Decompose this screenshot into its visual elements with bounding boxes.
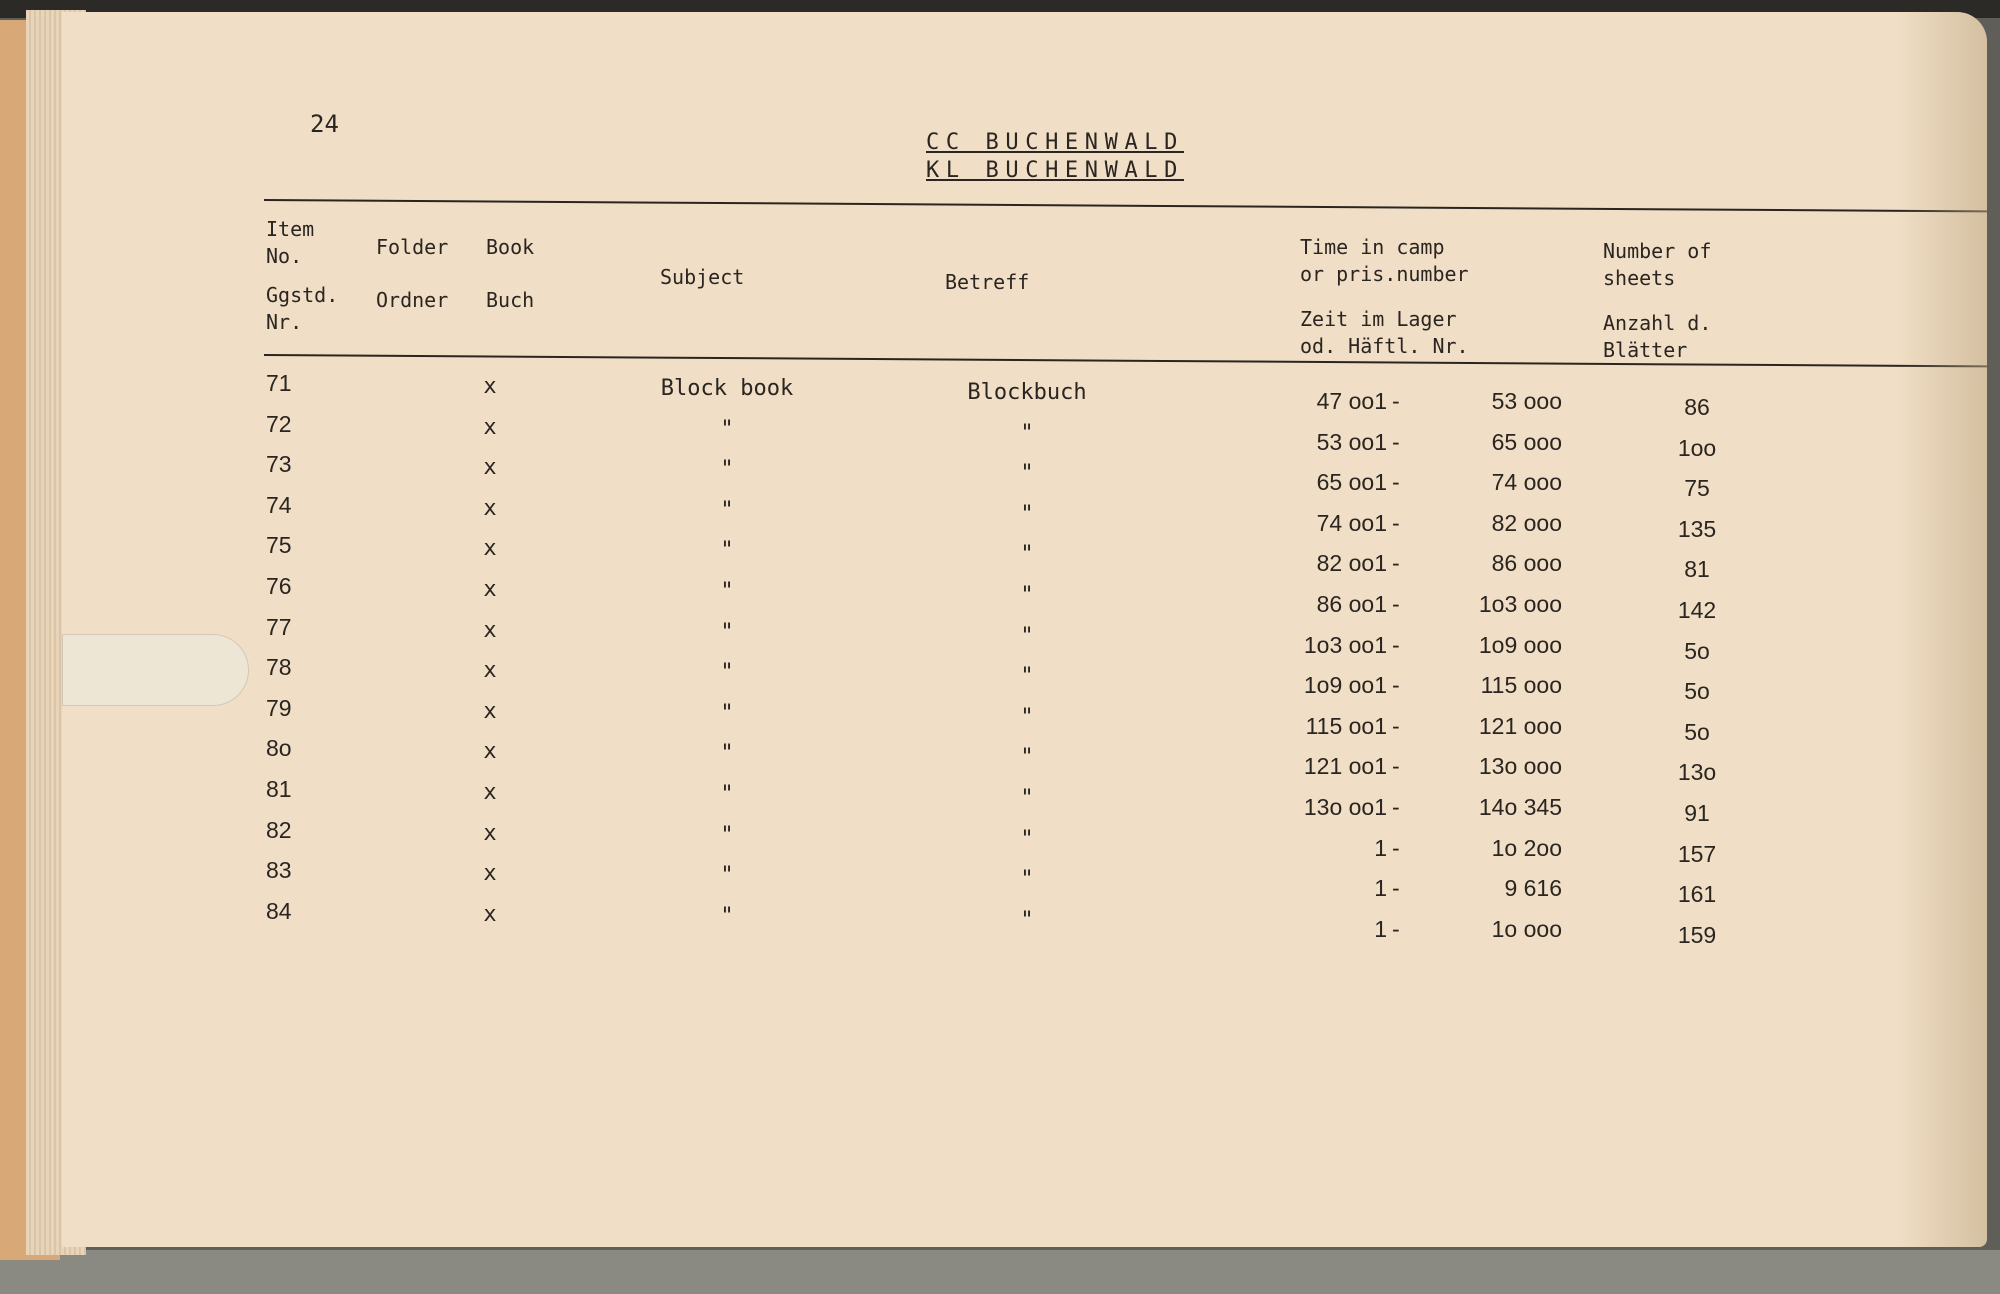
range-dash: - [1392, 388, 1400, 414]
range-dash: - [1392, 509, 1400, 536]
header-subject: Subject [660, 265, 745, 289]
row-range-to: 14o 345 [1478, 794, 1562, 820]
row-betreff: " [1020, 867, 1034, 893]
row-sheets: 161 [1677, 881, 1717, 908]
range-dash: - [1392, 631, 1400, 658]
row-sheets: 5o [1684, 637, 1710, 664]
row-subject: " [720, 497, 734, 523]
row-sheets: 5o [1684, 678, 1710, 705]
range-dash: - [1392, 550, 1400, 577]
row-subject: " [720, 782, 734, 807]
row-subject: " [720, 538, 734, 564]
row-item: 71 [266, 370, 292, 396]
row-subject: Block book [660, 376, 794, 401]
range-dash: - [1392, 712, 1400, 739]
row-range-from: 121 oo1 [1303, 753, 1387, 780]
row-item: 73 [266, 451, 292, 478]
row-betreff: " [1020, 907, 1034, 933]
row-range-from: 1 [1374, 875, 1387, 902]
row-betreff: " [1020, 501, 1034, 527]
row-sheets: 86 [1684, 394, 1710, 420]
row-sheets: 75 [1684, 475, 1710, 502]
header-bottom-rule [264, 354, 1987, 368]
row-range-from: 74 oo1 [1316, 509, 1387, 536]
row-range-from: 65 oo1 [1316, 469, 1387, 496]
row-betreff: " [1020, 583, 1034, 608]
row-betreff: " [1020, 704, 1034, 730]
range-dash: - [1392, 672, 1400, 699]
row-item: 77 [266, 613, 292, 640]
row-subject: " [720, 579, 734, 604]
document-page [62, 12, 1987, 1247]
header-book-en: Book [486, 235, 535, 259]
row-range-from: 82 oo1 [1316, 550, 1387, 577]
row-item: 76 [266, 573, 292, 599]
row-book: x [483, 414, 497, 440]
header-folder-en: Folder [376, 235, 449, 259]
row-betreff: " [1020, 420, 1034, 446]
row-range-to: 1o9 ooo [1478, 631, 1562, 658]
row-range-from: 1o9 oo1 [1303, 672, 1387, 699]
row-item: 78 [266, 654, 292, 681]
header-top-rule [264, 199, 1987, 213]
row-range-from: 47 oo1 [1316, 388, 1387, 414]
row-item: 84 [266, 897, 292, 924]
row-sheets: 135 [1677, 515, 1717, 542]
scan-bottom-edge [0, 1250, 2000, 1294]
row-betreff: " [1020, 826, 1034, 852]
row-range-to: 115 ooo [1480, 672, 1562, 699]
row-item: 79 [266, 694, 292, 721]
row-range-to: 1o ooo [1491, 915, 1562, 942]
range-dash: - [1392, 794, 1400, 820]
row-subject: " [720, 619, 734, 645]
range-dash: - [1392, 591, 1400, 617]
range-dash: - [1392, 915, 1400, 942]
row-subject: " [720, 457, 734, 483]
row-item: 83 [266, 857, 292, 884]
row-sheets: 91 [1684, 800, 1710, 826]
range-dash: - [1392, 753, 1400, 780]
title-english: CC BUCHENWALD [926, 130, 1184, 155]
row-betreff: " [1020, 664, 1034, 690]
title-german: KL BUCHENWALD [926, 158, 1184, 183]
row-subject: " [720, 700, 734, 726]
row-range-to: 86 ooo [1491, 550, 1562, 577]
range-dash: - [1392, 875, 1400, 902]
row-range-from: 1 [1374, 915, 1387, 942]
row-item: 72 [266, 410, 292, 437]
row-subject: " [720, 660, 734, 686]
row-range-to: 121 ooo [1478, 712, 1562, 739]
row-book: x [483, 455, 497, 481]
row-book: x [483, 617, 497, 643]
row-book: x [483, 536, 497, 562]
row-book: x [483, 780, 497, 805]
row-item: 74 [266, 491, 292, 518]
row-book: x [483, 698, 497, 724]
row-book: x [483, 374, 497, 399]
header-sheets-de: Anzahl d. Blätter [1603, 311, 1712, 362]
row-range-to: 13o ooo [1478, 753, 1562, 780]
row-range-to: 1o 2oo [1491, 834, 1562, 861]
range-dash: - [1392, 469, 1400, 496]
row-item: 75 [266, 532, 292, 559]
page-marker-tab [62, 634, 249, 706]
row-betreff: " [1020, 542, 1034, 568]
range-dash: - [1392, 834, 1400, 861]
row-betreff: Blockbuch [967, 380, 1087, 405]
row-betreff: " [1020, 461, 1034, 487]
row-sheets: 142 [1677, 597, 1717, 623]
row-sheets: 5o [1684, 718, 1710, 745]
row-range-to: 82 ooo [1491, 509, 1562, 536]
row-range-from: 53 oo1 [1316, 428, 1387, 455]
page-number: 24 [310, 110, 339, 138]
row-sheets: 13o [1677, 759, 1717, 786]
header-betreff: Betreff [945, 270, 1030, 294]
row-subject: " [720, 903, 734, 929]
row-subject: " [720, 416, 734, 442]
header-time-de: Zeit im Lager od. Häftl. Nr. [1300, 307, 1469, 358]
row-range-from: 115 oo1 [1305, 712, 1387, 739]
row-range-to: 9 616 [1504, 875, 1562, 902]
row-range-to: 53 ooo [1491, 388, 1562, 414]
header-item-de: Ggstd. Nr. [266, 283, 339, 334]
row-range-to: 1o3 ooo [1478, 591, 1562, 617]
header-book-de: Buch [486, 288, 535, 312]
row-subject: " [720, 822, 734, 848]
row-book: x [483, 861, 497, 887]
row-sheets: 1oo [1677, 434, 1717, 461]
row-item: 8o [266, 735, 292, 762]
row-book: x [483, 577, 497, 602]
row-book: x [483, 901, 497, 927]
row-range-from: 86 oo1 [1316, 591, 1387, 617]
row-book: x [483, 658, 497, 684]
row-range-from: 1o3 oo1 [1303, 631, 1387, 658]
row-subject: " [720, 741, 734, 767]
row-item: 82 [266, 816, 292, 843]
row-book: x [483, 739, 497, 765]
row-book: x [483, 495, 497, 521]
row-betreff: " [1020, 786, 1034, 811]
range-dash: - [1392, 428, 1400, 455]
header-sheets-en: Number of sheets [1603, 239, 1712, 290]
row-subject: " [720, 863, 734, 889]
row-betreff: " [1020, 745, 1034, 771]
row-sheets: 157 [1677, 840, 1717, 867]
row-range-to: 74 ooo [1491, 469, 1562, 496]
row-betreff: " [1020, 623, 1034, 649]
row-range-to: 65 ooo [1491, 428, 1562, 455]
header-time-en: Time in camp or pris.number [1300, 235, 1469, 286]
row-sheets: 159 [1677, 921, 1717, 948]
row-book: x [483, 820, 497, 846]
header-item-en: Item No. [266, 217, 315, 268]
row-item: 81 [266, 776, 292, 802]
row-range-from: 1 [1374, 834, 1387, 861]
row-sheets: 81 [1684, 556, 1710, 583]
row-range-from: 13o oo1 [1303, 794, 1387, 820]
header-folder-de: Ordner [376, 288, 449, 312]
